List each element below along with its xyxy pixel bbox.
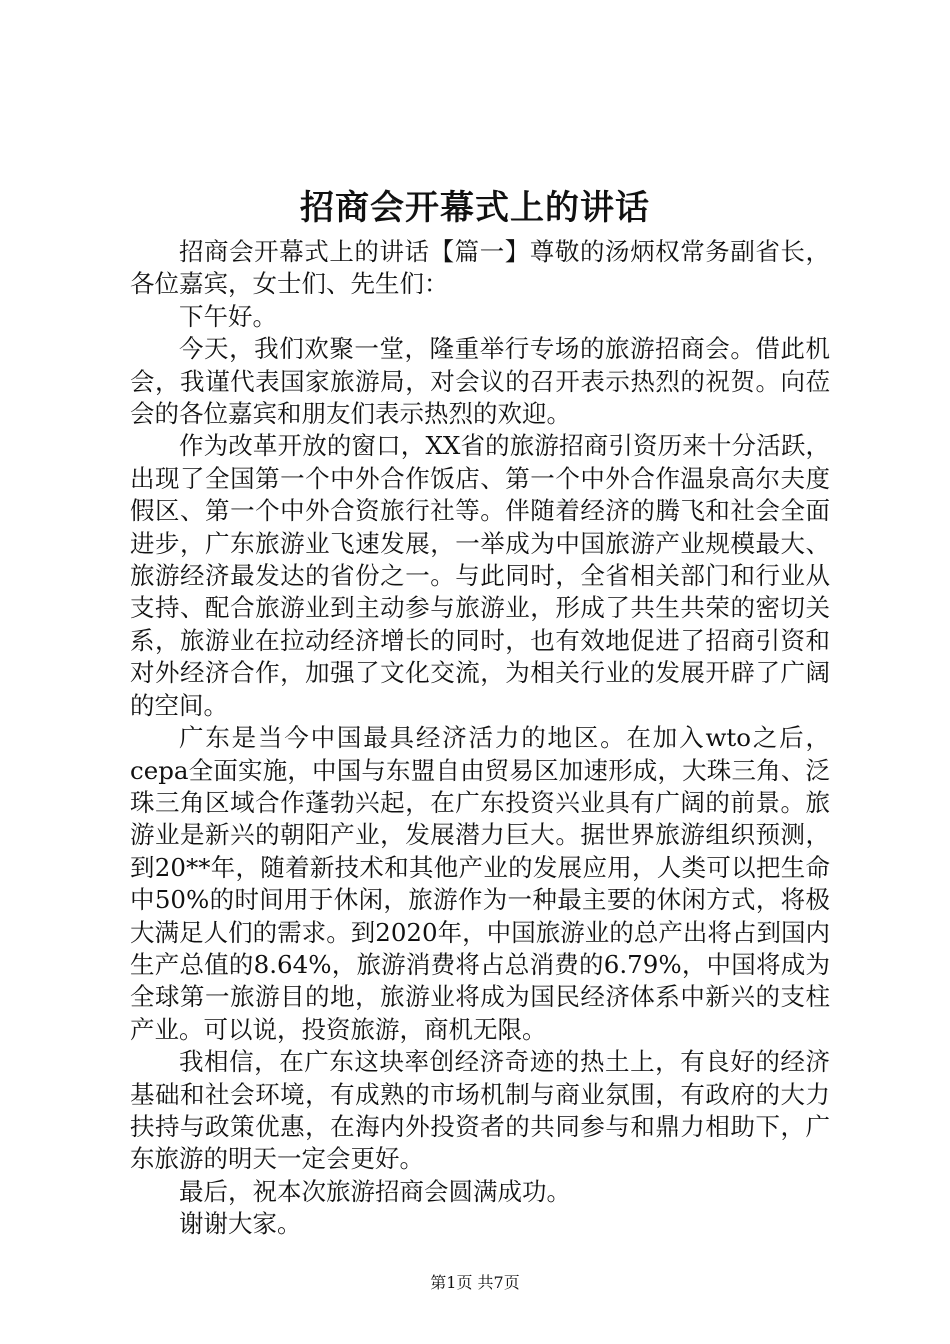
paragraph-economic-vitality: 广东是当今中国最具经济活力的地区。在加入wto之后，cepa全面实施，中国与东盟自由贸易区加速形成，大珠三角、泛珠三角区域合作蓬勃兴起，在广东投资兴业具有广阔的前景。旅游业是新兴的朝阳产业，发展潜力巨大。据世界旅游组织预测，到20**年，随着新技术和其他产业的发展应用，人类可以把生命中50%的时间用于休闲，旅游作为一种最主要的休闲方式，将极大满足人们的需求。到2020年，中国旅游业的总产出将占到国内生产总值的8.64%，旅游消费将占总消费的6.79%，中国将成为全球第一旅游目的地，旅游业将成为国民经济体系中新兴的支柱产业。可以说，投资旅游，商机无限。: [130, 723, 830, 1044]
paragraph-belief: 我相信，在广东这块率创经济奇迹的热土上，有良好的经济基础和社会环境，有成熟的市场机制与商业氛围，有政府的大力扶持与政策优惠，在海内外投资者的共同参与和鼎力相助下，广东旅游的明天一定会更好。: [130, 1047, 830, 1174]
paragraph-welcome: 今天，我们欢聚一堂，隆重举行专场的旅游招商会。借此机会，我谨代表国家旅游局，对会议的召开表示热烈的祝贺。向莅会的各位嘉宾和朋友们表示热烈的欢迎。: [130, 334, 830, 429]
document-title: 招商会开幕式上的讲话: [300, 188, 650, 228]
paragraph-reform-window: 作为改革开放的窗口，XX省的旅游招商引资历来十分活跃，出现了全国第一个中外合作饭店、第一个中外合作温泉高尔夫度假区、第一个中外合资旅行社等。伴随着经济的腾飞和社会全面进步，广东旅游业飞速发展，一举成为中国旅游产业规模最大、旅游经济最发达的省份之一。与此同时，全省相关部门和行业从支持、配合旅游业到主动参与旅游业，形成了共生共荣的密切关系，旅游业在拉动经济增长的同时，也有效地促进了招商引资和对外经济合作，加强了文化交流，为相关行业的发展开辟了广阔的空间。: [130, 431, 830, 720]
document-body: [130, 236, 830, 1241]
paragraph-closing-wish: 最后，祝本次旅游招商会圆满成功。: [179, 1176, 571, 1206]
paragraph-good-afternoon: 下午好。: [179, 301, 277, 331]
paragraph-greeting: 招商会开幕式上的讲话【篇一】尊敬的汤炳权常务副省长，各位嘉宾，女士们、先生们：: [130, 237, 830, 299]
paragraph-thanks: 谢谢大家。: [179, 1209, 302, 1239]
page-number-footer: 第1页 共7页: [430, 1273, 520, 1292]
